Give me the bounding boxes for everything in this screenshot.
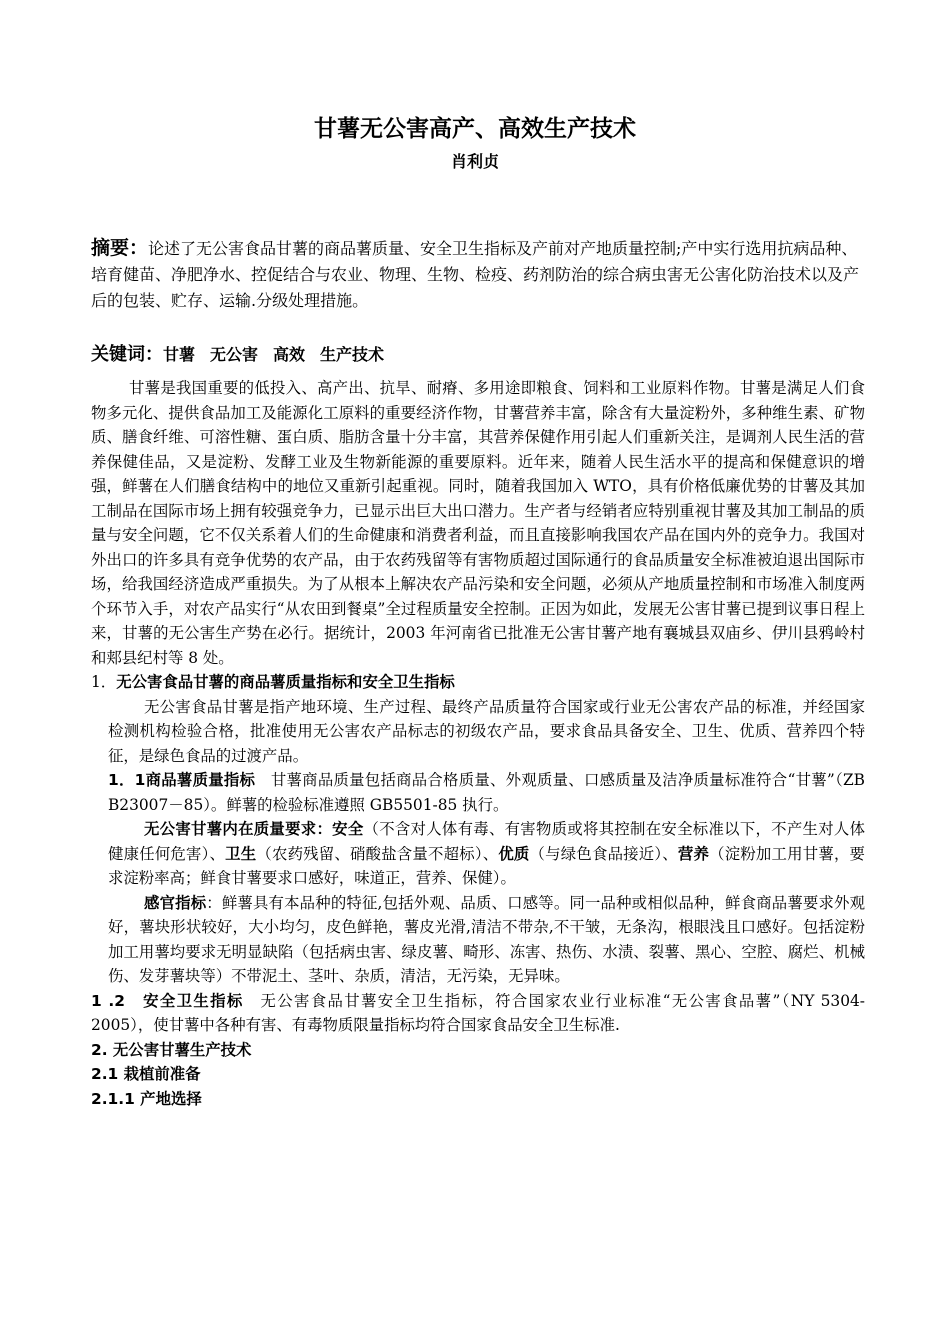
sensory-paragraph bbox=[91, 891, 865, 989]
keywords-label: 关键词： bbox=[91, 344, 163, 365]
section-2-1-heading: 2.1 栽植前准备 bbox=[91, 1065, 201, 1083]
sensory-lead: 感官指标 bbox=[144, 893, 207, 912]
section-title: 安全卫生指标 bbox=[143, 991, 244, 1010]
body-text bbox=[91, 376, 881, 1111]
section-number: 1．1 bbox=[108, 771, 146, 789]
term-desc: （淀粉加工用甘薯，要求淀粉率高；鲜食甘薯要求口感好，味道正，营养、保健）。 bbox=[108, 844, 865, 887]
author-name: 肖利贞 bbox=[450, 152, 499, 171]
section-title: 无公害食品甘薯的商品薯质量指标和安全卫生指标 bbox=[116, 673, 455, 691]
section-text: 无公害食品甘薯安全卫生指标，符合国家农业行业标准“无公害食品薯”（NY 5304-2005），使甘薯中各种有害、有毒物质限量指标均符合国家食品安全卫生标准. bbox=[91, 991, 865, 1034]
abstract-text: 论述了无公害食品甘薯的商品薯质量、安全卫生指标及产前对产地质量控制;产中实行选用抗病品种、培育健苗、净肥净水、控促结合与农业、物理、生物、检疫、药剂防治的综合病虫害无公害化防治技术以及产后的包装、贮存、运输.分级处理措施。 bbox=[91, 239, 860, 310]
term-nutrition: 营养 bbox=[677, 844, 710, 863]
abstract bbox=[91, 235, 861, 314]
term-safety: 安全 bbox=[332, 820, 364, 838]
keyword: 甘薯 bbox=[163, 345, 196, 364]
term-desc: （与绿色食品接近）、 bbox=[529, 844, 678, 863]
internal-quality-paragraph bbox=[91, 817, 865, 891]
section-number: 1 .2 bbox=[91, 991, 125, 1010]
keyword: 高效 bbox=[273, 345, 306, 364]
section-2-heading: 2. 无公害甘薯生产技术 bbox=[91, 1040, 252, 1059]
keyword: 无公害 bbox=[210, 345, 259, 364]
section-2-1-1-heading: 2.1.1 产地选择 bbox=[91, 1089, 202, 1108]
sensory-text: ：鲜薯具有本品种的特征,包括外观、品质、口感等。同一品种或相似品种，鲜食商品薯要求外观好，薯块形状较好，大小均匀，皮色鲜艳，薯皮光滑,清洁不带杂,不干皱，无条沟，根眼浅且口感好。包括淀粉加工用薯均要求无明显缺陷（包括病虫害、绿皮薯、畸形、冻害、热伤、水渍、裂薯、黑心、空腔、腐烂、机械伤、发芽薯块等）不带泥土、茎叶、杂质，清洁，无污染，无异味。 bbox=[108, 893, 865, 985]
section-text: 甘薯商品质量包括商品合格质量、外观质量、口感质量及洁净质量标准符合“甘薯”（ZB B23007－85）。鲜薯的检验标准遵照 GB5501-85 执行。 bbox=[108, 771, 881, 814]
section-1-heading bbox=[91, 670, 865, 695]
keyword: 生产技术 bbox=[320, 345, 385, 364]
term-quality: 优质 bbox=[498, 844, 530, 863]
section-1-1-paragraph bbox=[91, 768, 881, 817]
term-desc: （农药残留、硝酸盐含量不超标）、 bbox=[256, 844, 499, 863]
section-1-paragraph: 无公害食品甘薯是指产地环境、生产过程、最终产品质量符合国家或行业无公害农产品的标准，并经国家检测机构检验合格，批准使用无公害农产品标志的初级农产品，要求食品具备安全、卫生、优质、营养四个特征，是绿色食品的过渡产品。 bbox=[108, 697, 865, 765]
section-number: 1． bbox=[91, 673, 117, 691]
term-hygiene: 卫生 bbox=[225, 844, 257, 863]
internal-quality-lead: 无公害甘薯内在质量要求： bbox=[144, 820, 333, 838]
term-desc: （不含对人体有毒、有害物质或将其控制在安全标准以下，不产生对人体健康任何危害）、 bbox=[108, 820, 865, 863]
section-1-2-paragraph bbox=[91, 989, 865, 1038]
document-title: 甘薯无公害高产、高效生产技术 bbox=[314, 116, 636, 142]
section-title: 商品薯质量指标 bbox=[145, 771, 256, 789]
keywords bbox=[91, 340, 861, 366]
abstract-label: 摘要： bbox=[91, 237, 149, 259]
intro-paragraph: 甘薯是我国重要的低投入、高产出、抗旱、耐瘠、多用途即粮食、饲料和工业原料作物。甘薯是满足人们食物多元化、提供食品加工及能源化工原料的重要经济作物，甘薯营养丰富，除含有大量淀粉外，多种维生素、矿物质、膳食纤维、可溶性糖、蛋白质、脂肪含量十分丰富，其营养保健作用引起人们重新关注，是调剂人民生活的营养保健佳品，又是淀粉、发酵工业及生物新能源的重要原料。近年来，随着人民生活水平的提高和保健意识的增强，鲜薯在人们膳食结构中的地位又重新引起重视。同时，随着我国加入 WTO，具有价格低廉优势的甘薯及其加工制品在国际市场上拥有较强竞争力，已显示出巨大出口潜力。生产者与经销者应特别重视甘薯及其加工制品的质量与安全问题，它不仅关系着人们的生命健康和消费者利益，而且直接影响我国农产品在国内外的竞争力。我国对外出口的许多具有竞争优势的农产品，由于农药残留等有害物质超过国际通行的食品质量安全标准被迫退出国际市场，给我国经济造成严重损失。为了从根本上解决农产品污染和安全问题，必须从产地质量控制和市场准入制度两个环节入手，对农产品实行“从农田到餐桌”全过程质量安全控制。正因为如此，发展无公害甘薯已提到议事日程上来，甘薯的无公害生产势在必行。据统计，2003 年河南省已批准无公害甘薯产地有襄城县双庙乡、伊川县鸦岭村和郏县纪村等 8 处。 bbox=[91, 379, 865, 667]
